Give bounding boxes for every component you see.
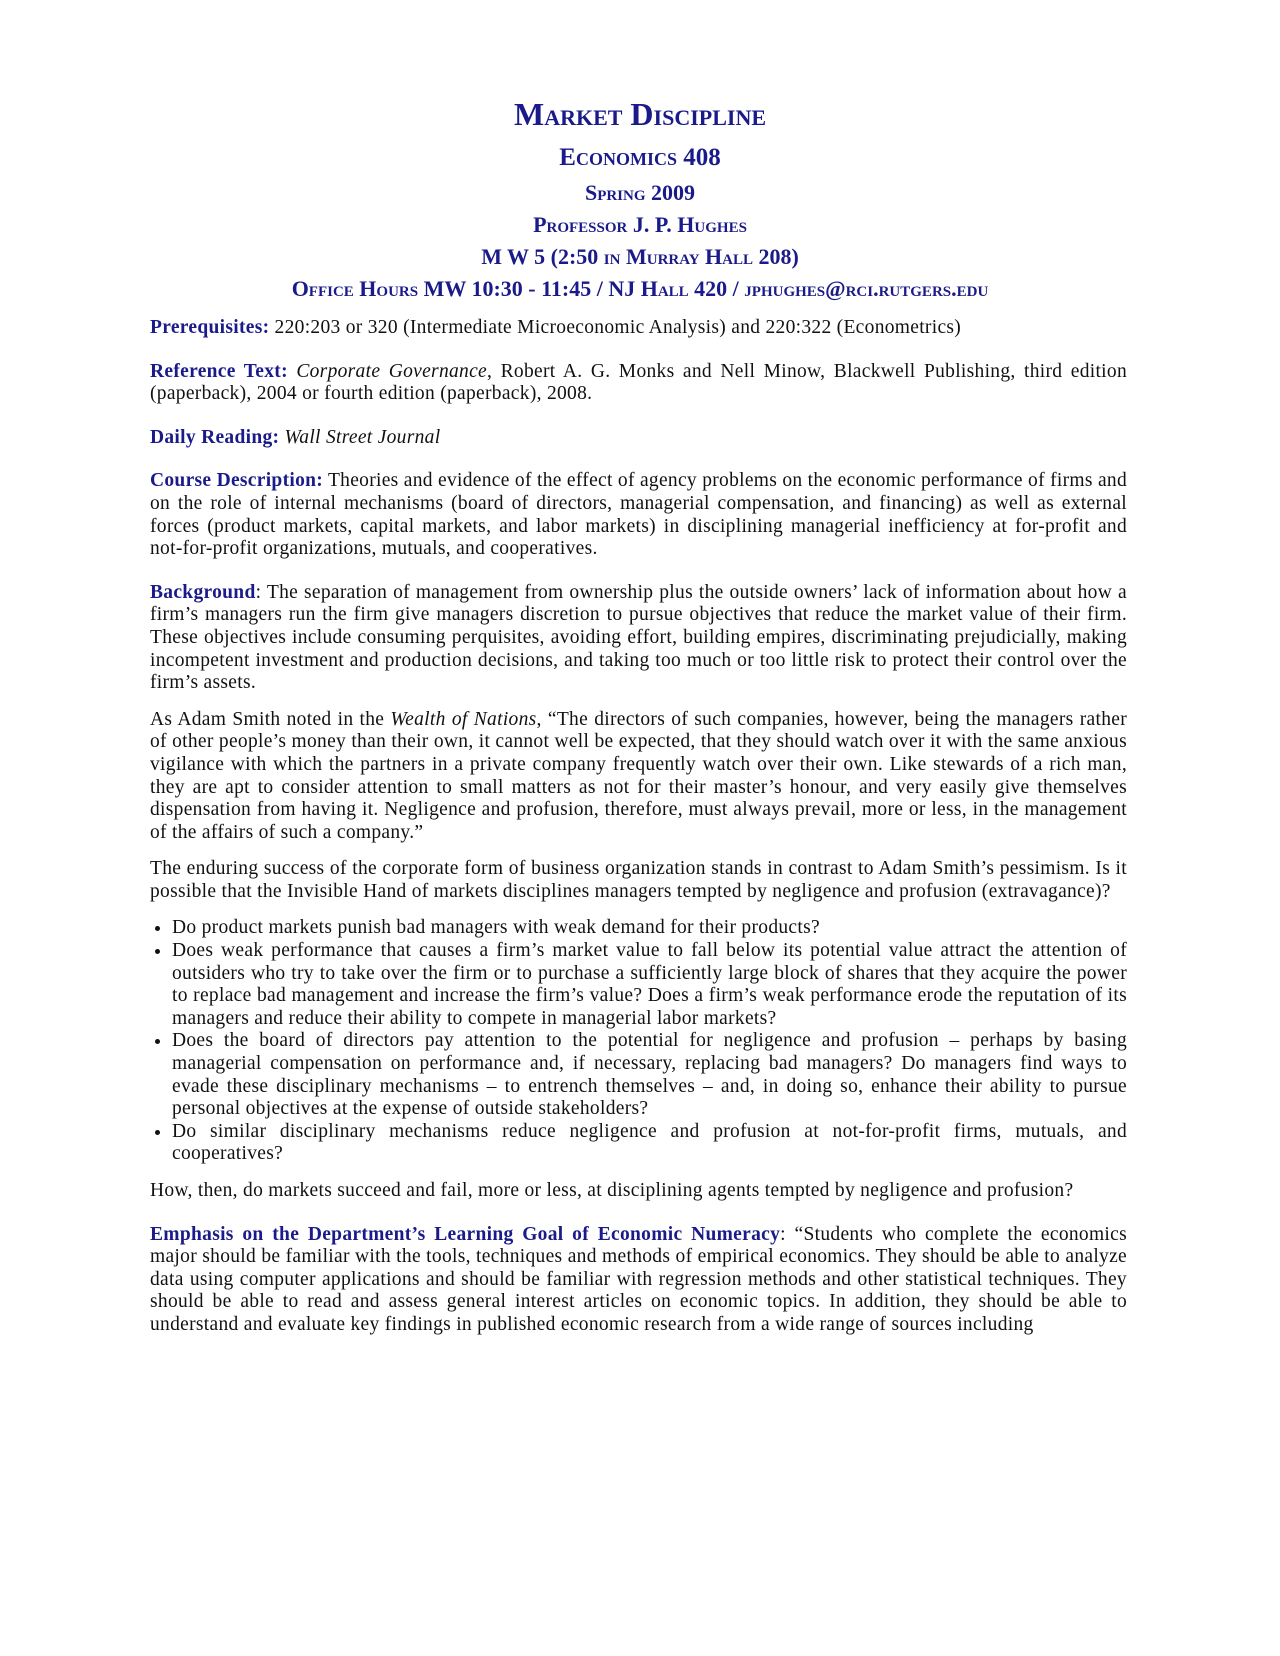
course-desc-label: Course Description: [150,470,324,492]
list-item: • Does the board of directors pay attention to the potential for negligence and profusion – perhaps by basing managerial compensation on performance and, if necessary, replacing bad managers? Do managers find ways to evade these disciplinary mechanisms – to entrench themselves – and, in doing so, enhance their ability to pursue personal objectives at the expense of outside stakeholders? [172,1030,1127,1120]
office-hours: Office Hours MW 10:30 - 11:45 / NJ Hall 420 / jphughes@rci.rutgers.edu [291,276,989,301]
prerequisites [150,317,1127,340]
emphasis-text: : “Students who complete the economics major should be familiar with the tools, techniques and methods of empirical economics. They should be able to analyze data using computer applications and should be familiar with regression methods and other statistical techniques. They should be able to read and assess general interest articles on economic topics. In addition, they should be able to understand and evaluate key findings in published economic research from a wide range of sources including [150,1223,1127,1335]
reference-details: , Robert A. G. Monks and Nell Minow, Blackwell Publishing, third edition (paperback), 2004 or fourth edition (paperback), 2008. [150,360,1127,405]
background [150,582,1127,695]
daily-reading [150,427,1127,450]
emphasis [150,1224,1127,1337]
how-paragraph: How, then, do markets succeed and fail, more or less, at disciplining agents tempted by negligence and profusion? [150,1180,1074,1201]
reference-title: Corporate Governance [296,360,488,382]
daily-label: Daily Reading: [150,426,280,448]
emphasis-label: Emphasis on the Department’s Learning Goal of Economic Numeracy [150,1223,781,1245]
course-description [150,470,1127,560]
smith-text: , “The directors of such companies, however, being the managers rather of other people’s money than their own, it cannot well be expected, that they should watch over it with the same anxious vigilance with which the partners in a private company frequently watch over their own. Like stewards of a rich man, they are apt to consider attention to small matters as not for their master’s honour, and very easily give themselves dispensation from having it. Negligence and profusion, therefore, must always prevail, more or less, in the management of the affairs of such a company.” [150,708,1127,843]
prereq-text: 220:203 or 320 (Intermediate Microeconomic Analysis) and 220:322 (Econometrics) [269,317,962,338]
smith-book: Wealth of Nations [390,708,537,730]
list-item: • Do product markets punish bad managers with weak demand for their products? [172,917,1127,940]
smith-quote [150,709,1127,845]
enduring-paragraph: The enduring success of the corporate form of business organization stands in contrast to Adam Smith’s pessimism. Is it possible that the Invisible Hand of markets disciplines managers tempted by negligence and profusion (extravagance)? [150,858,1127,902]
professor: Professor J. P. Hughes [533,212,747,237]
course-number: Economics 408 [559,144,721,171]
reference-text [150,361,1127,406]
course-desc-text: Theories and evidence of the effect of agency problems on the economic performance of firms and on the role of internal mechanisms (board of directors, managerial compensation, and financing) as well as external forces (product markets, capital markets, and labor markets) in disciplining managerial inefficiency at for-profit and not-for-profit organizations, mutuals, and cooperatives. [150,470,1127,560]
prereq-label: Prerequisites: [150,317,270,338]
question-list [150,917,1127,1166]
smith-pre: As Adam Smith noted in the [150,708,391,730]
syllabus-body [150,317,1127,1358]
background-label: Background [150,581,256,603]
course-title: Market Discipline [513,96,767,132]
daily-text: Wall Street Journal [284,426,441,448]
background-text: : The separation of management from ownership plus the outside owners’ lack of information about how a firm’s managers run the firm give managers discretion to pursue objectives that reduce the market value of their firm. These objectives include consuming perquisites, avoiding effort, building empires, discriminating prejudicially, making incompetent investment and production decisions, and taking too much or too little risk to protect their control over the firm’s assets. [150,581,1127,694]
list-item: • Does weak performance that causes a firm’s market value to fall below its potential value attract the attention of outsiders who try to take over the firm or to purchase a sufficiently large block of shares that they acquire the power to replace bad management and increase the firm’s value? Does a firm’s weak performance erode the reputation of its managers and reduce their ability to compete in managerial labor markets? [172,940,1127,1030]
list-item: • Do similar disciplinary mechanisms reduce negligence and profusion at not-for-profit firms, mutuals, and cooperatives? [172,1121,1127,1166]
reference-label: Reference Text: [150,360,288,382]
term: Spring 2009 [584,180,696,205]
schedule: M W 5 (2:50 in Murray Hall 208) [481,244,799,269]
